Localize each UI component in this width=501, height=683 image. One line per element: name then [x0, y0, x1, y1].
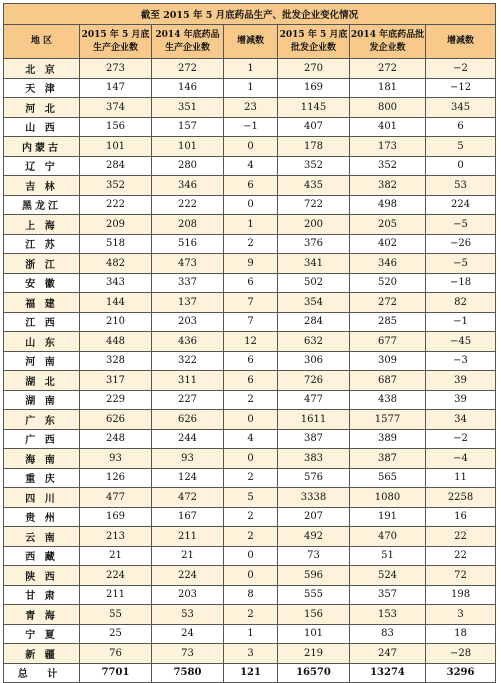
wholesale-2014-cell: 153: [350, 605, 426, 625]
production-change-cell: 0: [224, 546, 278, 566]
wholesale-2014-cell: 191: [350, 507, 426, 527]
header-2015-production: 2015 年 5 月底生产企业数: [80, 25, 152, 59]
production-2014-cell: 93: [152, 449, 224, 469]
wholesale-change-cell: −4: [426, 449, 496, 469]
wholesale-change-cell: −5: [426, 254, 496, 274]
wholesale-change-cell: 11: [426, 468, 496, 488]
production-2015-cell: 284: [80, 156, 152, 176]
wholesale-2015-cell: 1145: [278, 98, 350, 118]
wholesale-2015-cell: 341: [278, 254, 350, 274]
region-cell: 安 徽: [4, 273, 80, 293]
wholesale-2014-cell: 387: [350, 449, 426, 469]
wholesale-2014-cell: 357: [350, 585, 426, 605]
wholesale-change-cell: 0: [426, 156, 496, 176]
wholesale-change-cell: −3: [426, 351, 496, 371]
wholesale-2014-cell: 247: [350, 644, 426, 664]
wholesale-change-cell: 345: [426, 98, 496, 118]
wholesale-change-cell: 72: [426, 566, 496, 586]
region-cell: 福 建: [4, 293, 80, 313]
region-cell: 北 京: [4, 59, 80, 79]
wholesale-change-cell: 3: [426, 605, 496, 625]
production-2014-cell: 337: [152, 273, 224, 293]
production-change-cell: 2: [224, 507, 278, 527]
production-2014-cell: 516: [152, 234, 224, 254]
table-row: [4, 546, 496, 566]
region-cell: 江 苏: [4, 234, 80, 254]
production-2015-cell: 126: [80, 468, 152, 488]
production-2015-cell: 477: [80, 488, 152, 508]
wholesale-change-cell: −26: [426, 234, 496, 254]
header-2015-wholesale: 2015 年 5 月底批发企业数: [278, 25, 350, 59]
production-change-cell: 3: [224, 644, 278, 664]
table-row: [4, 312, 496, 332]
table-row: [4, 215, 496, 235]
region-cell: 新 疆: [4, 644, 80, 664]
wholesale-2015-cell: 726: [278, 371, 350, 391]
region-cell: 海 南: [4, 449, 80, 469]
region-cell: 广 东: [4, 410, 80, 430]
wholesale-2014-cell: 800: [350, 98, 426, 118]
production-change-cell: 2: [224, 468, 278, 488]
production-2015-cell: 144: [80, 293, 152, 313]
wholesale-2014-cell: 470: [350, 527, 426, 547]
production-change-cell: 23: [224, 98, 278, 118]
production-2015-cell: 209: [80, 215, 152, 235]
production-2015-cell: 169: [80, 507, 152, 527]
wholesale-2014-cell: 181: [350, 78, 426, 98]
table-row: [4, 390, 496, 410]
production-2014-cell: 626: [152, 410, 224, 430]
wholesale-change-cell: 5: [426, 137, 496, 157]
wholesale-2015-cell: 207: [278, 507, 350, 527]
production-2015-cell: 518: [80, 234, 152, 254]
enterprise-change-table: [3, 3, 496, 683]
wholesale-change-cell: −45: [426, 332, 496, 352]
production-2014-cell: 203: [152, 312, 224, 332]
production-2015-cell: 55: [80, 605, 152, 625]
wholesale-2015-cell: 284: [278, 312, 350, 332]
region-cell: 黑龙江: [4, 195, 80, 215]
wholesale-change-cell: −2: [426, 429, 496, 449]
table-row: [4, 429, 496, 449]
production-2015-cell: 352: [80, 176, 152, 196]
wholesale-2014-cell: 687: [350, 371, 426, 391]
table-row: [4, 293, 496, 313]
table-header-row: [4, 25, 496, 59]
table-row: [4, 176, 496, 196]
production-2015-cell: 211: [80, 585, 152, 605]
region-cell: 宁 夏: [4, 624, 80, 644]
wholesale-2015-cell: 722: [278, 195, 350, 215]
wholesale-2014-cell: 1577: [350, 410, 426, 430]
wholesale-2014-cell: 285: [350, 312, 426, 332]
table-row: [4, 351, 496, 371]
wholesale-2015-cell: 219: [278, 644, 350, 664]
production-2014-cell: 73: [152, 644, 224, 664]
production-change-cell: 6: [224, 176, 278, 196]
wholesale-2015-cell: 407: [278, 117, 350, 137]
table-row: [4, 98, 496, 118]
region-cell: 湖 南: [4, 390, 80, 410]
production-2015-cell: 25: [80, 624, 152, 644]
wholesale-change-cell: 34: [426, 410, 496, 430]
header-production-change: 增减数: [224, 25, 278, 59]
production-change-cell: 9: [224, 254, 278, 274]
production-2014-cell: 211: [152, 527, 224, 547]
wholesale-2015-cell: 383: [278, 449, 350, 469]
production-2015-cell: 213: [80, 527, 152, 547]
production-2014-cell: 272: [152, 59, 224, 79]
table-row: [4, 624, 496, 644]
table-row: [4, 585, 496, 605]
production-2015-cell: 7701: [80, 663, 152, 682]
wholesale-2014-cell: 524: [350, 566, 426, 586]
wholesale-2015-cell: 270: [278, 59, 350, 79]
wholesale-change-cell: 39: [426, 390, 496, 410]
table-title-row: [4, 4, 496, 25]
wholesale-2014-cell: 272: [350, 59, 426, 79]
wholesale-change-cell: 6: [426, 117, 496, 137]
wholesale-change-cell: 18: [426, 624, 496, 644]
table-row: [4, 488, 496, 508]
wholesale-2015-cell: 502: [278, 273, 350, 293]
region-cell: 四 川: [4, 488, 80, 508]
table-body: [4, 59, 496, 683]
wholesale-2015-cell: 632: [278, 332, 350, 352]
wholesale-change-cell: 224: [426, 195, 496, 215]
production-2015-cell: 93: [80, 449, 152, 469]
wholesale-2015-cell: 352: [278, 156, 350, 176]
production-change-cell: 1: [224, 624, 278, 644]
production-2014-cell: 53: [152, 605, 224, 625]
production-change-cell: −1: [224, 117, 278, 137]
production-2014-cell: 21: [152, 546, 224, 566]
wholesale-2015-cell: 1611: [278, 410, 350, 430]
production-2015-cell: 229: [80, 390, 152, 410]
table-row: [4, 195, 496, 215]
region-cell: 贵 州: [4, 507, 80, 527]
wholesale-2014-cell: 498: [350, 195, 426, 215]
production-2014-cell: 222: [152, 195, 224, 215]
wholesale-change-cell: 39: [426, 371, 496, 391]
wholesale-2015-cell: 3338: [278, 488, 350, 508]
table-row: [4, 468, 496, 488]
production-2014-cell: 346: [152, 176, 224, 196]
production-2015-cell: 210: [80, 312, 152, 332]
header-2014-production: 2014 年底药品生产企业数: [152, 25, 224, 59]
production-2015-cell: 273: [80, 59, 152, 79]
production-change-cell: 0: [224, 195, 278, 215]
wholesale-2015-cell: 435: [278, 176, 350, 196]
wholesale-2015-cell: 101: [278, 624, 350, 644]
wholesale-2014-cell: 1080: [350, 488, 426, 508]
production-change-cell: 1: [224, 59, 278, 79]
production-2014-cell: 203: [152, 585, 224, 605]
production-change-cell: 7: [224, 293, 278, 313]
wholesale-2014-cell: 272: [350, 293, 426, 313]
total-row: [4, 663, 496, 682]
wholesale-change-cell: −5: [426, 215, 496, 235]
region-cell: 山 西: [4, 117, 80, 137]
production-2015-cell: 101: [80, 137, 152, 157]
production-2015-cell: 374: [80, 98, 152, 118]
production-change-cell: 5: [224, 488, 278, 508]
region-cell: 上 海: [4, 215, 80, 235]
region-cell: 云 南: [4, 527, 80, 547]
wholesale-2014-cell: 401: [350, 117, 426, 137]
wholesale-2014-cell: 346: [350, 254, 426, 274]
production-change-cell: 0: [224, 137, 278, 157]
production-2014-cell: 208: [152, 215, 224, 235]
production-2014-cell: 101: [152, 137, 224, 157]
production-2014-cell: 146: [152, 78, 224, 98]
production-change-cell: 8: [224, 585, 278, 605]
wholesale-2015-cell: 16570: [278, 663, 350, 682]
production-2014-cell: 224: [152, 566, 224, 586]
wholesale-2014-cell: 389: [350, 429, 426, 449]
table-row: [4, 605, 496, 625]
table-title: 截至 2015 年 5 月底药品生产、批发企业变化情况: [4, 4, 496, 25]
production-2015-cell: 248: [80, 429, 152, 449]
production-change-cell: 2: [224, 390, 278, 410]
production-2015-cell: 317: [80, 371, 152, 391]
wholesale-change-cell: −1: [426, 312, 496, 332]
region-cell: 广 西: [4, 429, 80, 449]
table-container: [3, 3, 495, 683]
production-change-cell: 0: [224, 410, 278, 430]
production-2014-cell: 280: [152, 156, 224, 176]
production-2014-cell: 436: [152, 332, 224, 352]
production-change-cell: 6: [224, 371, 278, 391]
production-change-cell: 12: [224, 332, 278, 352]
wholesale-change-cell: 82: [426, 293, 496, 313]
wholesale-2015-cell: 178: [278, 137, 350, 157]
header-2014-wholesale: 2014 年底药品批发企业数: [350, 25, 426, 59]
wholesale-change-cell: 22: [426, 546, 496, 566]
wholesale-change-cell: −18: [426, 273, 496, 293]
wholesale-2014-cell: 205: [350, 215, 426, 235]
wholesale-change-cell: 53: [426, 176, 496, 196]
wholesale-change-cell: 3296: [426, 663, 496, 682]
production-change-cell: 4: [224, 156, 278, 176]
table-row: [4, 644, 496, 664]
production-2014-cell: 124: [152, 468, 224, 488]
table-row: [4, 566, 496, 586]
production-2015-cell: 482: [80, 254, 152, 274]
production-change-cell: 0: [224, 566, 278, 586]
production-2014-cell: 24: [152, 624, 224, 644]
header-region: 地 区: [4, 25, 80, 59]
production-2014-cell: 351: [152, 98, 224, 118]
header-wholesale-change: 增减数: [426, 25, 496, 59]
table-row: [4, 137, 496, 157]
wholesale-change-cell: 2258: [426, 488, 496, 508]
production-change-cell: 7: [224, 312, 278, 332]
wholesale-2014-cell: 83: [350, 624, 426, 644]
wholesale-change-cell: 22: [426, 527, 496, 547]
region-cell: 江 西: [4, 312, 80, 332]
wholesale-2014-cell: 13274: [350, 663, 426, 682]
wholesale-2014-cell: 520: [350, 273, 426, 293]
production-2014-cell: 7580: [152, 663, 224, 682]
region-cell: 甘 肃: [4, 585, 80, 605]
region-cell: 青 海: [4, 605, 80, 625]
table-row: [4, 59, 496, 79]
region-cell: 西 藏: [4, 546, 80, 566]
table-row: [4, 117, 496, 137]
wholesale-2014-cell: 352: [350, 156, 426, 176]
production-change-cell: 2: [224, 234, 278, 254]
table-row: [4, 234, 496, 254]
wholesale-2014-cell: 402: [350, 234, 426, 254]
wholesale-change-cell: −2: [426, 59, 496, 79]
wholesale-2015-cell: 354: [278, 293, 350, 313]
wholesale-2015-cell: 169: [278, 78, 350, 98]
production-2015-cell: 448: [80, 332, 152, 352]
production-2015-cell: 224: [80, 566, 152, 586]
wholesale-change-cell: 198: [426, 585, 496, 605]
table-row: [4, 78, 496, 98]
wholesale-2015-cell: 387: [278, 429, 350, 449]
region-cell: 浙 江: [4, 254, 80, 274]
region-cell: 吉 林: [4, 176, 80, 196]
wholesale-2015-cell: 492: [278, 527, 350, 547]
production-2015-cell: 147: [80, 78, 152, 98]
production-2015-cell: 76: [80, 644, 152, 664]
wholesale-2015-cell: 596: [278, 566, 350, 586]
production-2014-cell: 227: [152, 390, 224, 410]
production-2014-cell: 244: [152, 429, 224, 449]
production-2015-cell: 626: [80, 410, 152, 430]
wholesale-2015-cell: 200: [278, 215, 350, 235]
table-row: [4, 254, 496, 274]
production-change-cell: 0: [224, 449, 278, 469]
region-cell: 河 北: [4, 98, 80, 118]
production-2014-cell: 322: [152, 351, 224, 371]
wholesale-change-cell: 16: [426, 507, 496, 527]
region-cell: 湖 北: [4, 371, 80, 391]
wholesale-change-cell: −28: [426, 644, 496, 664]
table-row: [4, 410, 496, 430]
region-cell: 天 津: [4, 78, 80, 98]
region-cell: 陕 西: [4, 566, 80, 586]
production-2014-cell: 473: [152, 254, 224, 274]
production-change-cell: 121: [224, 663, 278, 682]
production-2015-cell: 328: [80, 351, 152, 371]
production-2014-cell: 311: [152, 371, 224, 391]
wholesale-2014-cell: 438: [350, 390, 426, 410]
wholesale-2015-cell: 376: [278, 234, 350, 254]
wholesale-2015-cell: 73: [278, 546, 350, 566]
production-change-cell: 2: [224, 527, 278, 547]
region-cell: 辽 宁: [4, 156, 80, 176]
production-change-cell: 1: [224, 78, 278, 98]
table-row: [4, 273, 496, 293]
production-2014-cell: 137: [152, 293, 224, 313]
production-change-cell: 1: [224, 215, 278, 235]
region-cell: 内蒙古: [4, 137, 80, 157]
region-cell: 山 东: [4, 332, 80, 352]
wholesale-2014-cell: 382: [350, 176, 426, 196]
region-cell: 总 计: [4, 663, 80, 682]
wholesale-2014-cell: 677: [350, 332, 426, 352]
production-change-cell: 6: [224, 351, 278, 371]
wholesale-2014-cell: 51: [350, 546, 426, 566]
region-cell: 河 南: [4, 351, 80, 371]
table-row: [4, 527, 496, 547]
production-2015-cell: 156: [80, 117, 152, 137]
table-row: [4, 332, 496, 352]
production-2014-cell: 167: [152, 507, 224, 527]
region-cell: 重 庆: [4, 468, 80, 488]
production-2014-cell: 157: [152, 117, 224, 137]
table-row: [4, 156, 496, 176]
wholesale-change-cell: −12: [426, 78, 496, 98]
wholesale-2015-cell: 555: [278, 585, 350, 605]
wholesale-2014-cell: 173: [350, 137, 426, 157]
wholesale-2014-cell: 565: [350, 468, 426, 488]
production-2015-cell: 343: [80, 273, 152, 293]
wholesale-2015-cell: 576: [278, 468, 350, 488]
production-2014-cell: 472: [152, 488, 224, 508]
production-change-cell: 4: [224, 429, 278, 449]
production-change-cell: 2: [224, 605, 278, 625]
production-2015-cell: 21: [80, 546, 152, 566]
production-2015-cell: 222: [80, 195, 152, 215]
table-row: [4, 371, 496, 391]
wholesale-2015-cell: 477: [278, 390, 350, 410]
production-change-cell: 6: [224, 273, 278, 293]
table-row: [4, 449, 496, 469]
wholesale-2014-cell: 309: [350, 351, 426, 371]
table-row: [4, 507, 496, 527]
wholesale-2015-cell: 156: [278, 605, 350, 625]
wholesale-2015-cell: 306: [278, 351, 350, 371]
